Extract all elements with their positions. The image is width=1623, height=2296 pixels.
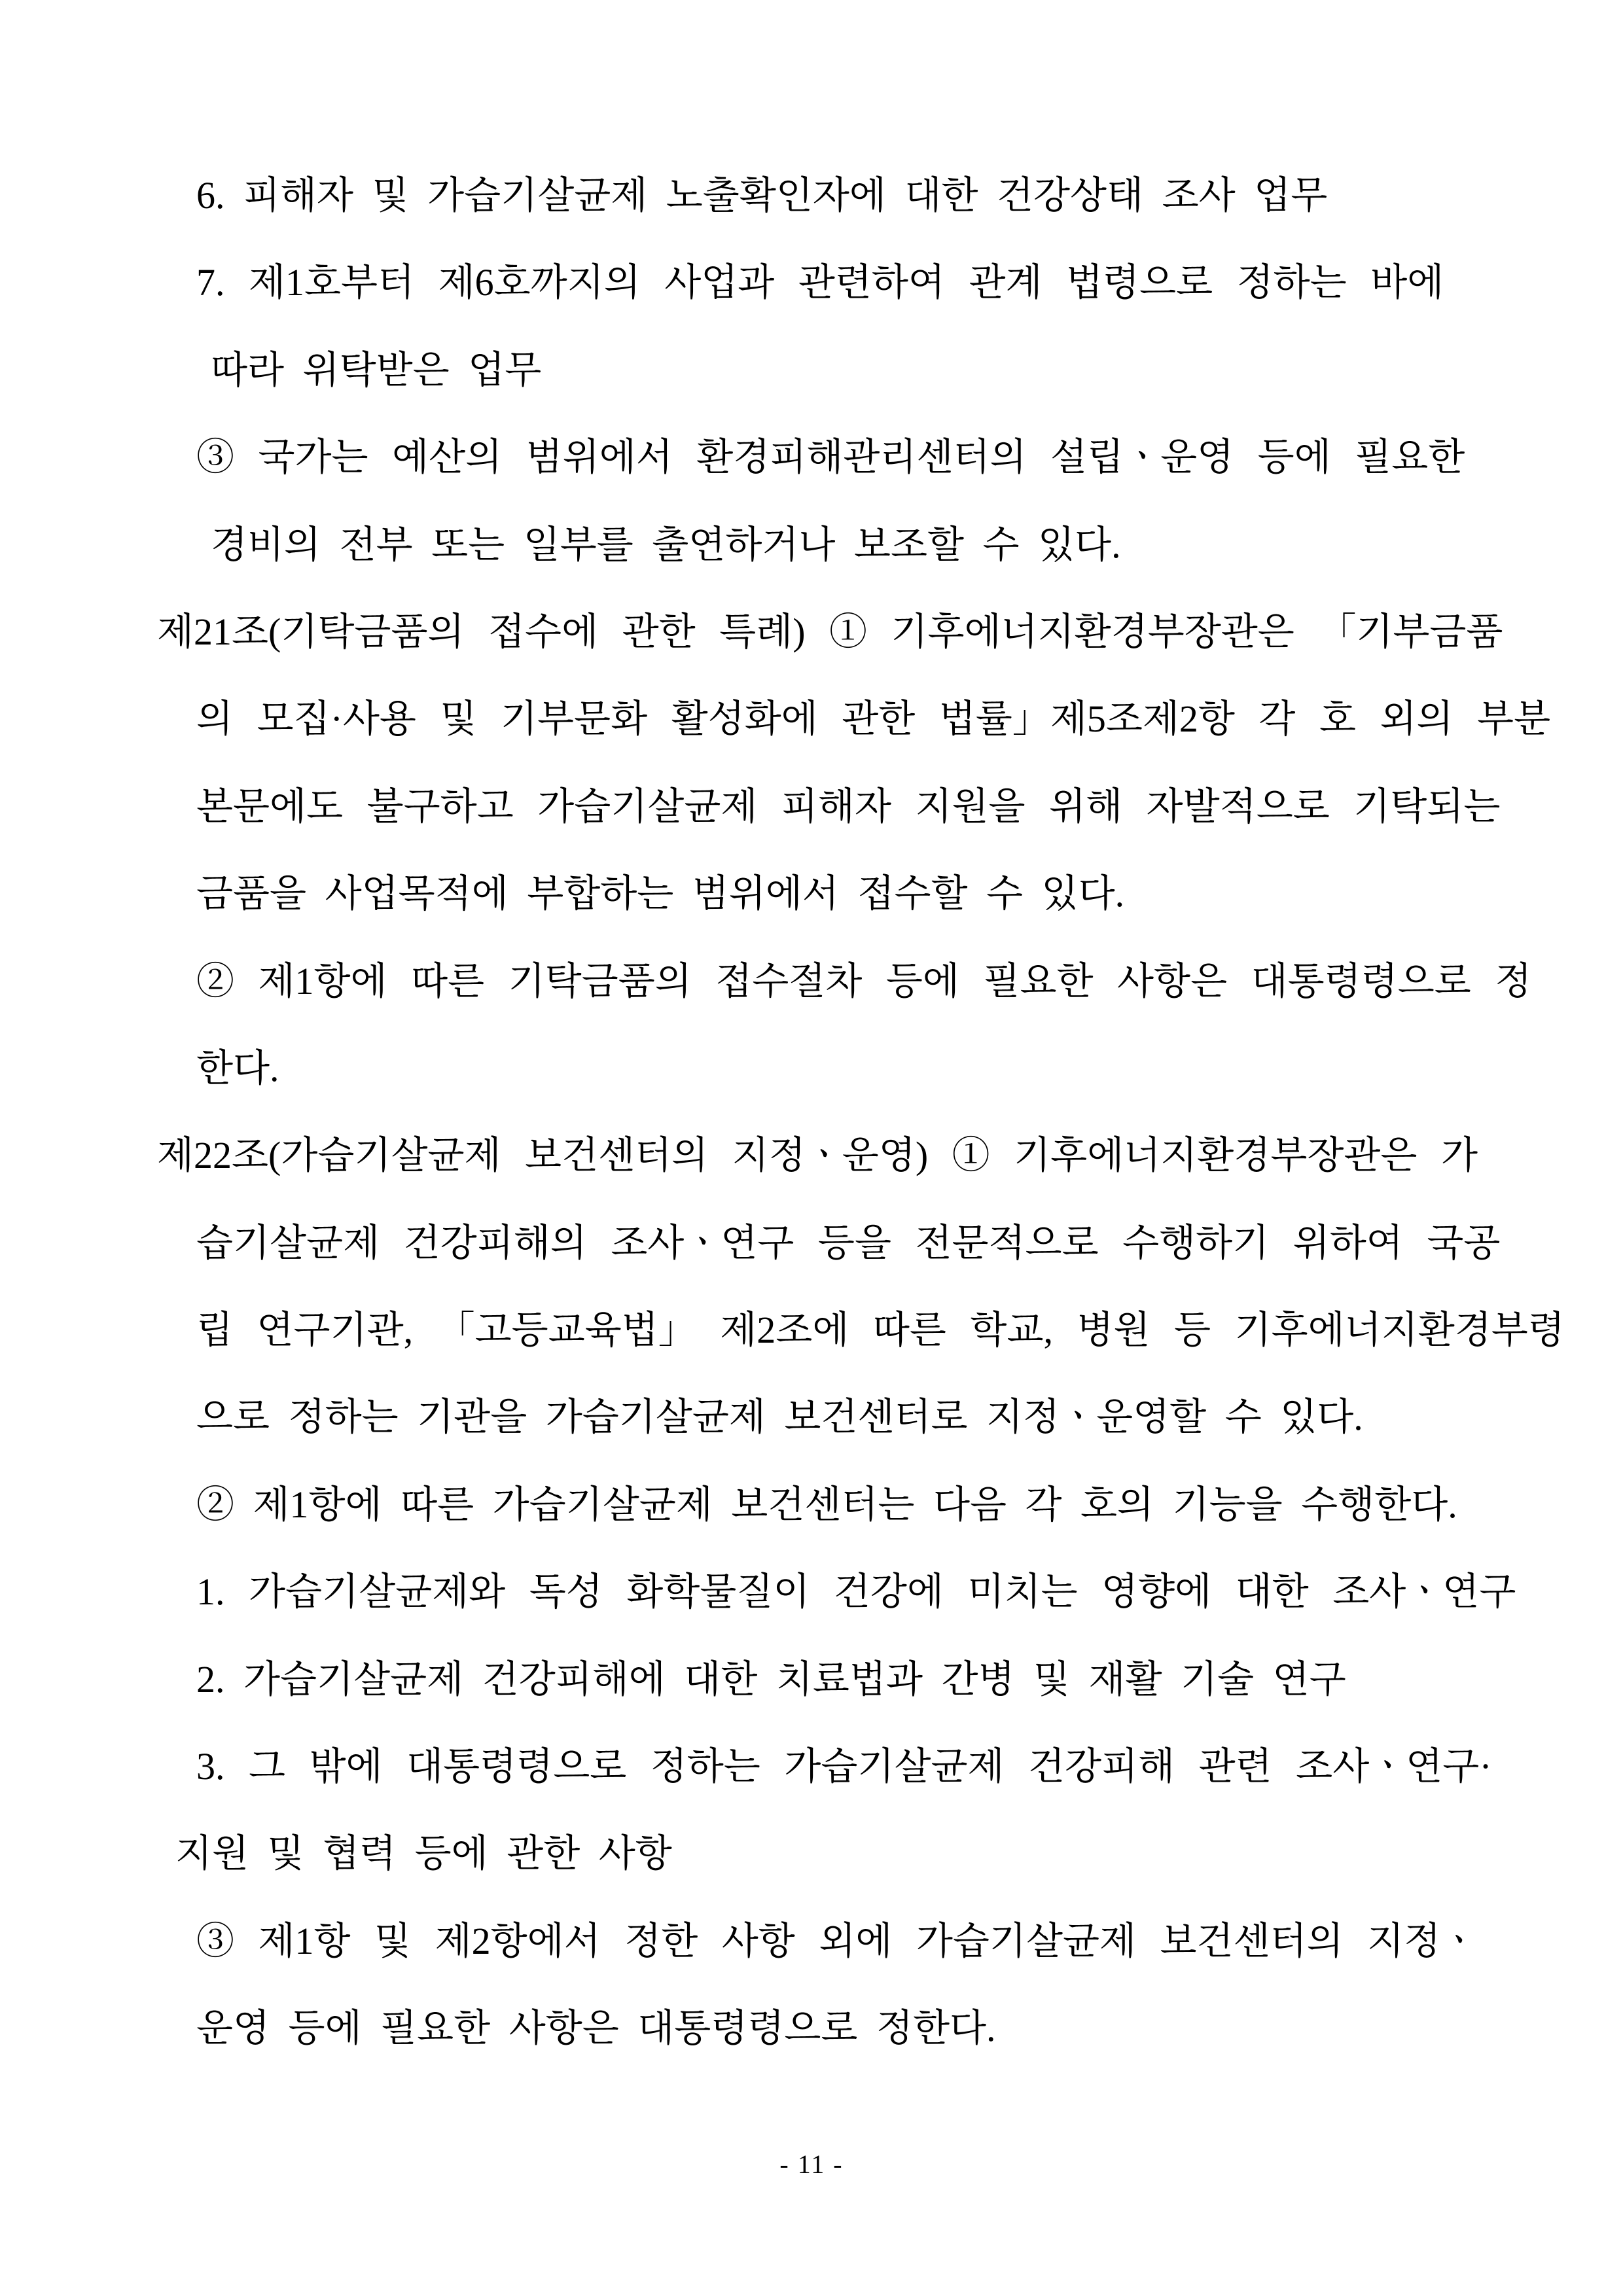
document-line: 운영 등에 필요한 사항은 대통령령으로 정한다. xyxy=(196,2007,996,2050)
document-line: 지원 및 협력 등에 관한 사항 xyxy=(175,1832,672,1875)
document-body xyxy=(157,152,1565,2072)
document-line: ② 제1항에 따른 가습기살균제 보건센터는 다음 각 호의 기능을 수행한다. xyxy=(196,1483,1457,1526)
document-line: 제22조(가습기살균제 보건센터의 지정ㆍ운영) ① 기후에너지환경부장관은 가 xyxy=(157,1134,1478,1177)
document-line: ③ 국가는 예산의 범위에서 환경피해관리센터의 설립ㆍ운영 등에 필요한 xyxy=(196,436,1465,479)
document-line: 3. 그 밖에 대통령령으로 정하는 가습기살균제 건강피해 관련 조사ㆍ연구· xyxy=(196,1745,1492,1788)
document-line: 1. 가습기살균제와 독성 화학물질이 건강에 미치는 영향에 대한 조사ㆍ연구 xyxy=(196,1570,1516,1614)
document-line: 습기살균제 건강피해의 조사ㆍ연구 등을 전문적으로 수행하기 위하여 국공 xyxy=(196,1221,1501,1264)
document-line: 경비의 전부 또는 일부를 출연하거나 보조할 수 있다. xyxy=(211,523,1121,566)
document-line: 6. 피해자 및 가습기살균제 노출확인자에 대한 건강상태 조사 업무 xyxy=(196,174,1328,217)
document-line: 2. 가습기살균제 건강피해에 대한 치료법과 간병 및 재활 기술 연구 xyxy=(196,1657,1346,1701)
document-line: 한다. xyxy=(196,1046,279,1089)
document-line: 금품을 사업목적에 부합하는 범위에서 접수할 수 있다. xyxy=(196,872,1125,915)
document-line: 의 모집·사용 및 기부문화 활성화에 관한 법률」제5조제2항 각 호 외의 부분 xyxy=(196,698,1551,741)
document-line: 립 연구기관, 「고등교육법」 제2조에 따른 학교, 병원 등 기후에너지환경부령 xyxy=(196,1309,1565,1352)
document-line: ② 제1항에 따른 기탁금품의 접수절차 등에 필요한 사항은 대통령령으로 정 xyxy=(196,959,1532,1002)
document-line: 본문에도 불구하고 가습기살균제 피해자 지원을 위해 자발적으로 기탁되는 xyxy=(196,785,1501,828)
document-line: ③ 제1항 및 제2항에서 정한 사항 외에 가습기살균제 보건센터의 지정ㆍ xyxy=(196,1919,1478,1962)
page-number: - 11 - xyxy=(779,2149,844,2179)
document-line: 으로 정하는 기관을 가습기살균제 보건센터로 지정ㆍ운영할 수 있다. xyxy=(196,1396,1363,1439)
document-line: 따라 위탁받은 업무 xyxy=(211,348,542,391)
document-line: 7. 제1호부터 제6호까지의 사업과 관련하여 관계 법령으로 정하는 바에 xyxy=(196,261,1444,304)
document-line: 제21조(기탁금품의 접수에 관한 특례) ① 기후에너지환경부장관은 「기부금품 xyxy=(157,610,1503,653)
